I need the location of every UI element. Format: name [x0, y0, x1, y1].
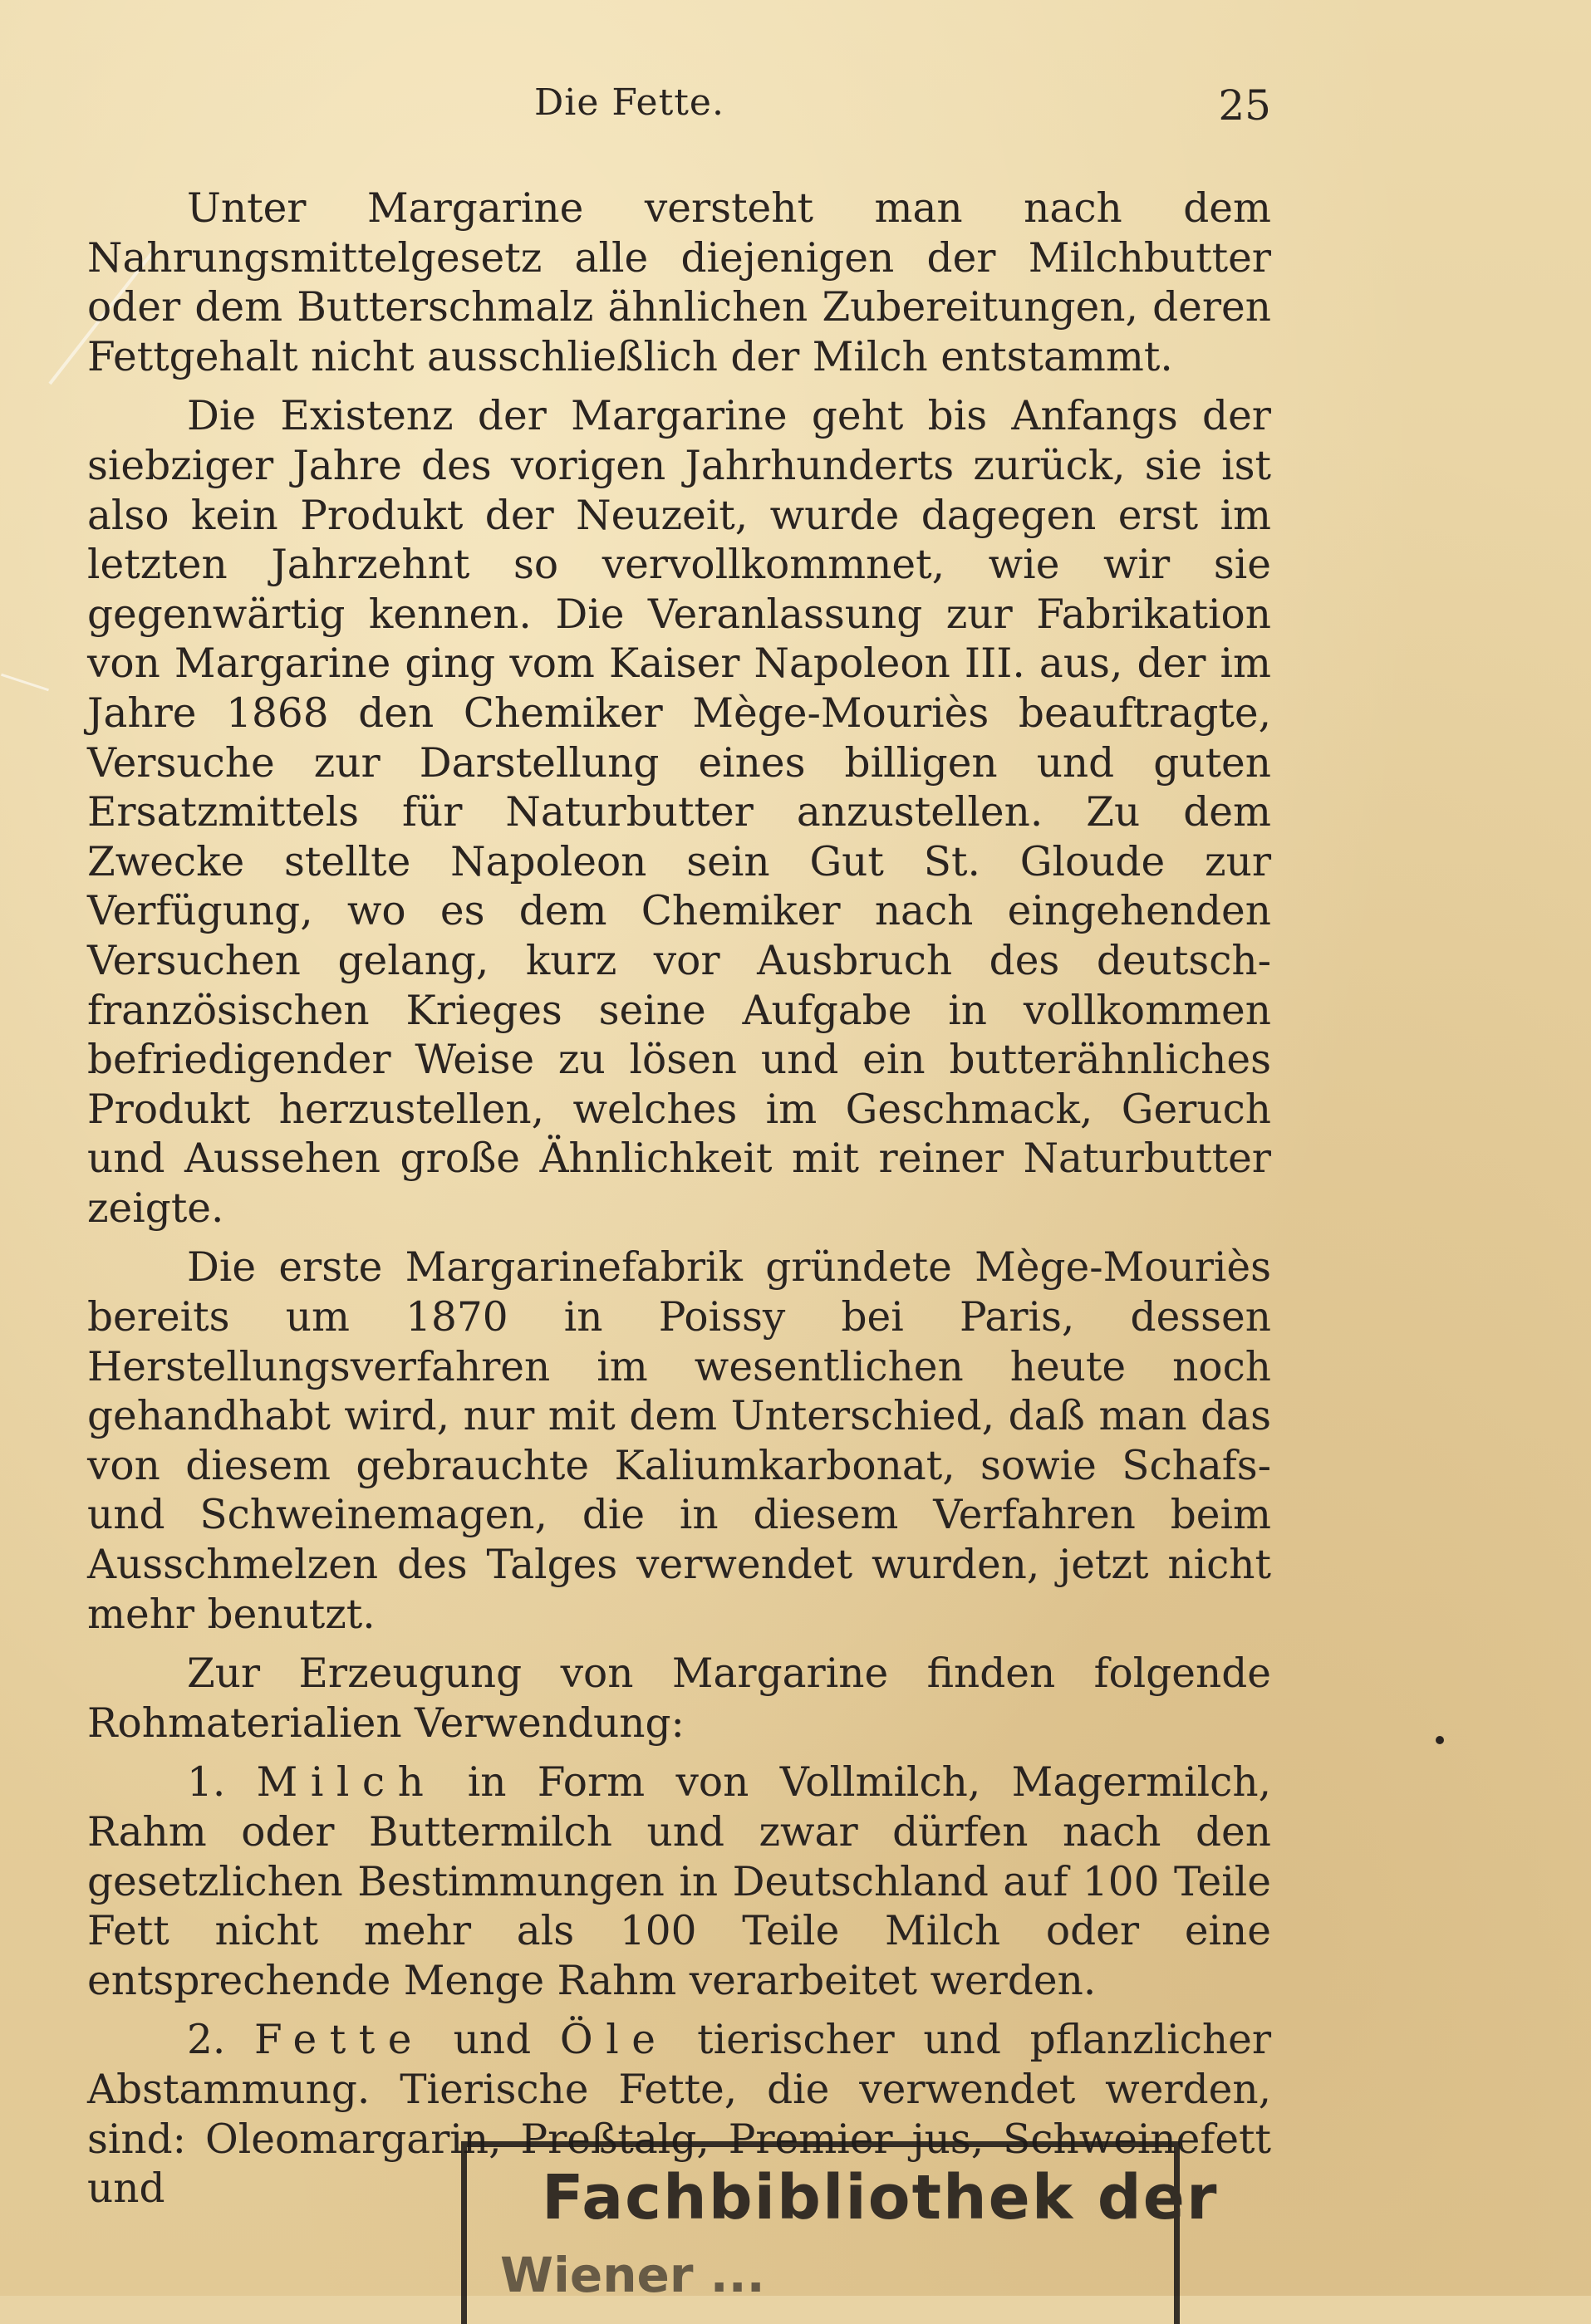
- list-item-milk: [87, 1758, 1271, 2006]
- list-item-term-2: Öle: [559, 2017, 669, 2064]
- list-item-term: Milch: [256, 1759, 437, 1807]
- stamp-line-2: Wiener ...: [500, 2247, 765, 2303]
- list-item-term: Fette: [253, 2017, 425, 2064]
- page-number: 25: [1218, 81, 1271, 130]
- list-item-number: 2.: [187, 2017, 226, 2064]
- ink-dot: [1436, 1736, 1444, 1744]
- paragraph-history: Die Existenz der Margarine geht bis Anfangs der siebziger Jahre des vorigen Jahrhunderts zurück, sie ist also kein Produkt der Neuzeit, wurde dagegen erst im letzten Jahrzehnt so vervollkommnet, wie wir sie gegenwärtig kennen. Die Veranlassung zur Fabrikation von Margarine ging vom Kaiser Napoleon III. aus, der im Jahre 1868 den Chemiker Mège-Mouriès beauftragte, Versuche zur Darstellung eines billigen und guten Ersatzmittels für Naturbutter anzustellen. Zu dem Zwecke stellte Napoleon sein Gut St. Gloude zur Verfügung, wo es dem Chemiker nach eingehenden Versuchen gelang, kurz vor Ausbruch des deutsch-französischen Krieges seine Aufgabe in vollkommen befriedigender Weise zu lösen und ein butterähnliches Produkt herzustellen, welches im Geschmack, Geruch und Aussehen große Ähnlichkeit mit reiner Naturbutter zeigte.: [87, 393, 1271, 1232]
- list-item-text: in Form von Vollmilch, Magermilch, Rahm oder Buttermilch und zwar dürfen nach den gesetzlichen Bestimmungen in Deutschland auf 100 Teile Fett nicht mehr als 100 Teile Milch oder eine entsprechende Menge Rahm verarbeitet werden.: [87, 1759, 1272, 2004]
- library-stamp: [461, 2141, 1219, 2324]
- list-item-connector: und: [453, 2017, 532, 2064]
- body-text: [87, 184, 1271, 2214]
- page-header: [87, 81, 1271, 140]
- list-item-text: tierischer und pflanzlicher Abstammung. Tierische Fette, die verwendet werden, sind: Oleomargarin, Preßtalg, Premier jus, Schweinefett und: [87, 2017, 1272, 2213]
- paragraph-definition: Unter Margarine versteht man nach dem Nahrungsmittelgesetz alle diejenigen der Milchbutter oder dem Butterschmalz ähnlichen Zubereitungen, deren Fettgehalt nicht ausschließlich der Milch entstammt.: [87, 185, 1271, 380]
- paragraph-first-factory: Die erste Margarinefabrik gründete Mège-Mouriès bereits um 1870 in Poissy bei Paris, dessen Herstellungsverfahren im wesentlichen heute noch gehandhabt wird, nur mit dem Unterschied, daß man das von diesem gebrauchte Kaliumkarbonat, sowie Schafs- und Schweinemagen, die in diesem Verfahren beim Ausschmelzen des Talges verwendet wurden, jetzt nicht mehr benutzt.: [87, 1244, 1271, 1638]
- running-title: Die Fette.: [534, 81, 724, 124]
- paragraph-raw-materials-intro: Zur Erzeugung von Margarine finden folgende Rohmaterialien Verwendung:: [87, 1650, 1271, 1747]
- stamp-line-1: Fachbibliothek der: [542, 2162, 1219, 2233]
- margin-mark: [1, 674, 49, 691]
- list-item-number: 1.: [187, 1759, 226, 1807]
